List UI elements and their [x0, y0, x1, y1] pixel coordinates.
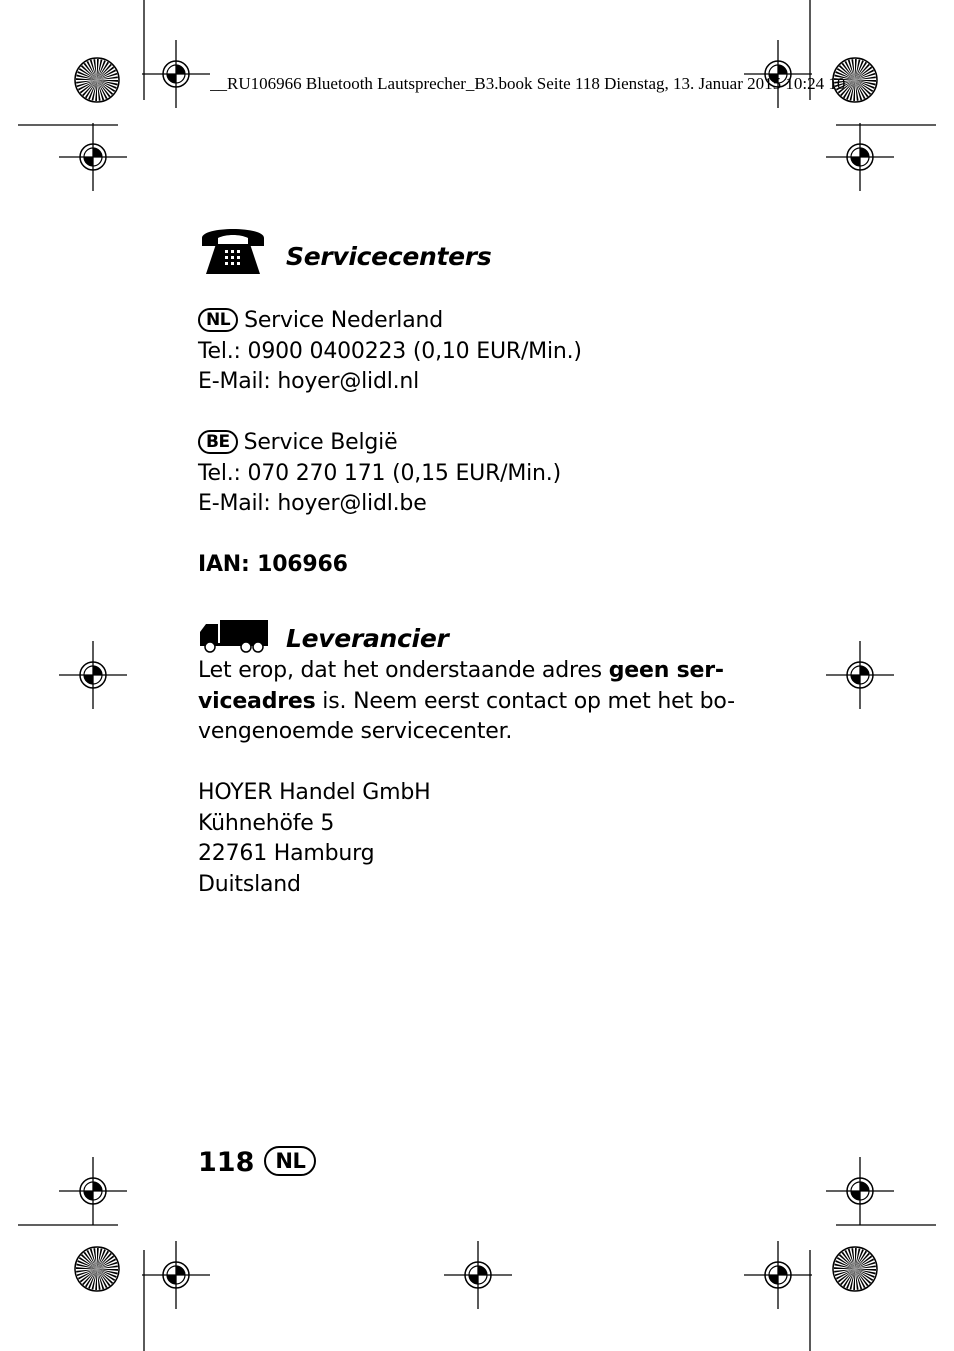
- service-be-name: Service België: [243, 430, 398, 455]
- registration-target: [744, 1241, 812, 1309]
- leverancier-paragraph: [198, 656, 758, 748]
- registration-target: [59, 123, 127, 191]
- service-be-title: [198, 428, 561, 459]
- service-nl-name: Service Nederland: [244, 308, 444, 333]
- para-text-1: Let erop, dat het onderstaande adres: [198, 658, 609, 683]
- leverancier-heading: Leverancier: [286, 624, 449, 653]
- page-footer: [198, 1146, 316, 1178]
- starburst-mark: [75, 58, 119, 102]
- service-nl-tel: Tel.: 0900 0400223 (0,10 EUR/Min.): [198, 338, 582, 364]
- para-bold-1: geen ser-: [608, 658, 724, 683]
- registration-target: [59, 1157, 127, 1225]
- registration-target: [142, 40, 210, 108]
- supplier-address: [198, 778, 430, 900]
- page-number: 118: [198, 1147, 255, 1178]
- service-be-email: E-Mail: hoyer@lidl.be: [198, 491, 427, 516]
- service-nl-title: [198, 306, 582, 337]
- registration-target: [826, 641, 894, 709]
- book-info-line: __RU106966 Bluetooth Lautsprecher_B3.book Seite 118 Dienstag, 13. Januar 2015 10:24 10: [210, 74, 846, 93]
- telephone-icon: [198, 222, 268, 276]
- para-text-2: is. Neem eerst contact op met het bo-: [315, 688, 735, 714]
- registration-target: [142, 1241, 210, 1309]
- registration-target: [59, 641, 127, 709]
- para-bold-2: viceadres: [198, 688, 316, 714]
- starburst-mark: [833, 1247, 877, 1291]
- nl-badge: NL: [198, 308, 238, 332]
- be-badge: BE: [198, 430, 238, 454]
- address-line: Kühnehöfe 5: [198, 810, 335, 836]
- service-nl-email: E-Mail: hoyer@lidl.nl: [198, 369, 420, 394]
- service-nl-block: [198, 306, 582, 398]
- truck-icon: [198, 618, 270, 654]
- language-badge: NL: [264, 1146, 316, 1176]
- registration-target: [444, 1241, 512, 1309]
- starburst-mark: [75, 1247, 119, 1291]
- ian-number: IAN: 106966: [198, 552, 348, 577]
- para-text-3: vengenoemde servicecenter.: [198, 719, 513, 744]
- servicecenters-heading: Servicecenters: [286, 242, 492, 271]
- address-line: Duitsland: [198, 871, 301, 897]
- service-be-tel: Tel.: 070 270 171 (0,15 EUR/Min.): [198, 460, 561, 486]
- registration-target: [826, 123, 894, 191]
- address-line: 22761 Hamburg: [198, 841, 375, 866]
- address-line: HOYER Handel GmbH: [198, 780, 431, 805]
- registration-target: [826, 1157, 894, 1225]
- service-be-block: [198, 428, 561, 520]
